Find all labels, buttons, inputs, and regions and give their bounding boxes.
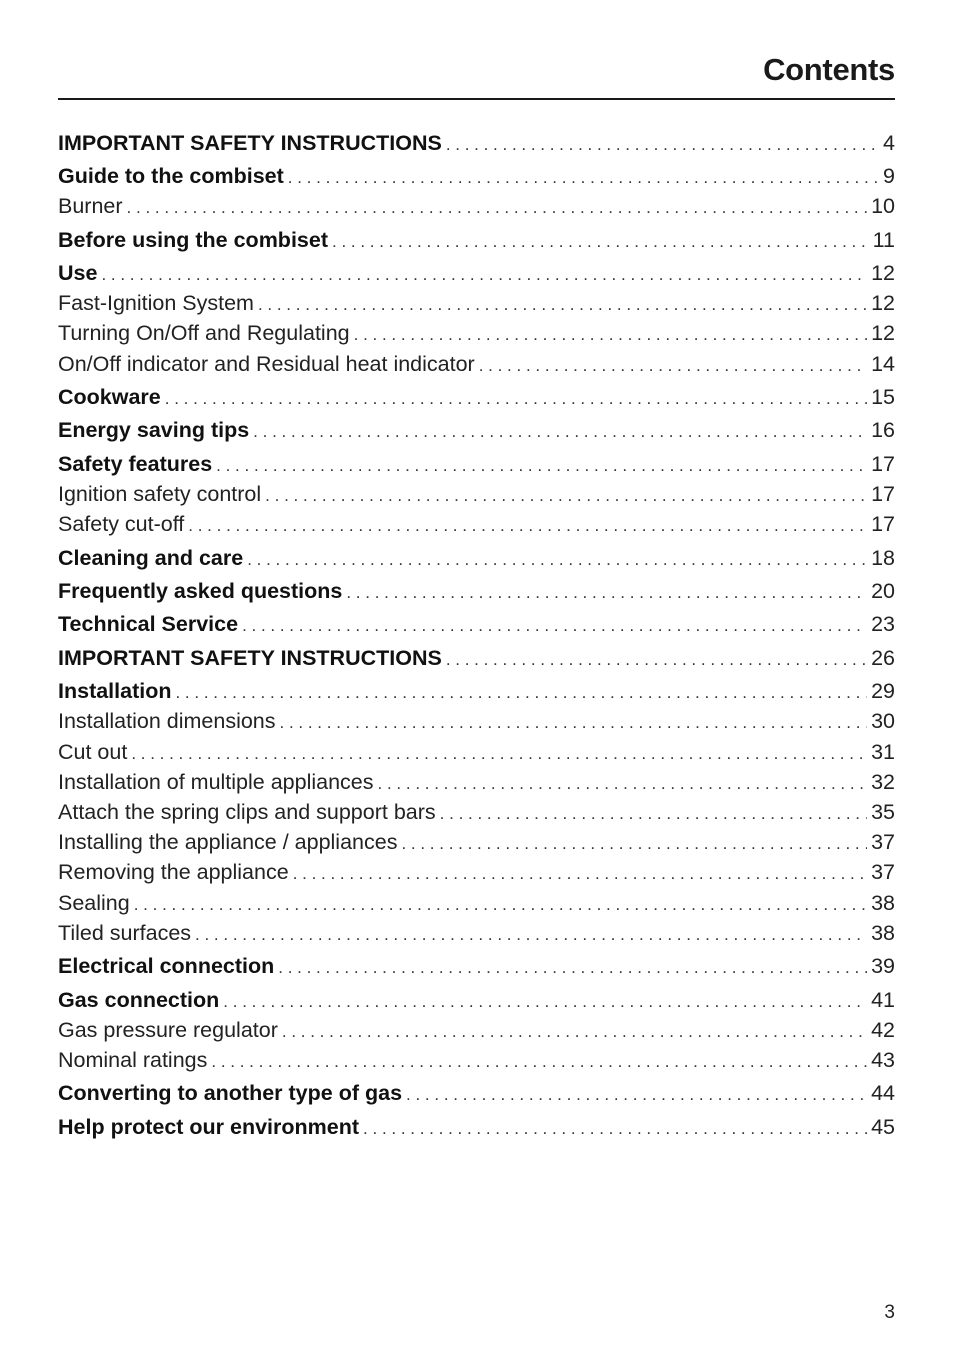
toc-entry-title: Fast-Ignition System (58, 291, 254, 315)
dot-leader (188, 511, 867, 539)
dot-leader (258, 290, 867, 318)
toc-entry[interactable] (58, 576, 895, 606)
toc-entry-page: 32 (871, 770, 895, 794)
toc-entry[interactable] (58, 857, 895, 887)
toc-entry[interactable] (58, 985, 895, 1015)
toc-entry-title: Help protect our environment (58, 1115, 360, 1139)
toc-entry[interactable] (58, 225, 895, 255)
toc-entry-title: Gas connection (58, 988, 220, 1012)
toc-entry-page: 38 (871, 921, 895, 945)
toc-entry-title: Sealing (58, 891, 130, 915)
dot-leader (278, 953, 867, 981)
dot-leader (354, 320, 867, 348)
dot-leader (280, 708, 868, 736)
toc-entry[interactable] (58, 951, 895, 981)
toc-entry-title: Technical Service (58, 612, 239, 636)
toc-entry-title: IMPORTANT SAFETY INSTRUCTIONS (58, 131, 442, 155)
page-number: 3 (884, 1302, 895, 1323)
toc-entry-page: 11 (872, 228, 895, 252)
toc-entry-page: 37 (871, 830, 895, 854)
dot-leader (165, 384, 867, 412)
toc-entry-title: Electrical connection (58, 954, 275, 978)
dot-leader (195, 920, 867, 948)
toc-entry-title: Converting to another type of gas (58, 1081, 403, 1105)
toc-entry-title: On/Off indicator and Residual heat indicator (58, 352, 475, 376)
toc-entry-title: Cut out (58, 740, 128, 764)
toc-entry-page: 31 (871, 740, 895, 764)
toc-entry-title: Installation of multiple appliances (58, 770, 374, 794)
dot-leader (446, 130, 879, 158)
toc-entry-title: Burner (58, 194, 123, 218)
dot-leader (101, 260, 867, 288)
toc-entry-title: Ignition safety control (58, 482, 262, 506)
toc-entry[interactable] (58, 767, 895, 797)
toc-entry-page: 17 (871, 512, 895, 536)
toc-entry[interactable] (58, 479, 895, 509)
dot-leader (346, 578, 867, 606)
toc-entry[interactable] (58, 676, 895, 706)
toc-entry-page: 29 (871, 679, 895, 703)
toc-entry-page: 45 (871, 1115, 895, 1139)
dot-leader (406, 1080, 867, 1108)
toc-entry[interactable] (58, 382, 895, 412)
dot-leader (247, 545, 867, 573)
toc-entry-title: IMPORTANT SAFETY INSTRUCTIONS (58, 646, 442, 670)
dot-leader (288, 163, 879, 191)
toc-entry-title: Installing the appliance / appliances (58, 830, 398, 854)
toc-entry-page: 30 (871, 709, 895, 733)
toc-entry-title: Removing the appliance (58, 860, 289, 884)
toc-entry[interactable] (58, 258, 895, 288)
toc-entry-page: 4 (883, 131, 895, 155)
toc-entry-page: 18 (871, 546, 895, 570)
toc-entry[interactable] (58, 827, 895, 857)
toc-entry-page: 12 (871, 321, 895, 345)
toc-entry-title: Installation (58, 679, 172, 703)
dot-leader (216, 451, 867, 479)
toc-entry-page: 15 (871, 385, 895, 409)
toc-entry-title: Safety cut-off (58, 512, 185, 536)
dot-leader (127, 193, 868, 221)
toc-entry-title: Safety features (58, 452, 213, 476)
toc-entry[interactable] (58, 543, 895, 573)
toc-entry-page: 16 (871, 418, 895, 442)
toc-entry[interactable] (58, 643, 895, 673)
dot-leader (401, 829, 867, 857)
toc-entry-page: 35 (871, 800, 895, 824)
toc-entry[interactable] (58, 888, 895, 918)
toc-entry-title: Frequently asked questions (58, 579, 343, 603)
dot-leader (131, 739, 867, 767)
toc-entry-page: 37 (871, 860, 895, 884)
toc-entry-page: 39 (871, 954, 895, 978)
toc-entry[interactable] (58, 191, 895, 221)
toc-entry-page: 38 (871, 891, 895, 915)
toc-entry[interactable] (58, 1045, 895, 1075)
title-divider (58, 98, 895, 100)
toc-entry-page: 12 (871, 291, 895, 315)
toc-entry-page: 14 (871, 352, 895, 376)
toc-entry-page: 17 (871, 452, 895, 476)
dot-leader (440, 799, 867, 827)
toc-entry[interactable] (58, 1078, 895, 1108)
toc-entry[interactable] (58, 161, 895, 191)
dot-leader (175, 678, 867, 706)
toc-entry-title: Energy saving tips (58, 418, 250, 442)
page-title: Contents (763, 52, 895, 87)
toc-entry[interactable] (58, 415, 895, 445)
toc-entry[interactable] (58, 1015, 895, 1045)
toc-entry-page: 12 (871, 261, 895, 285)
toc-entry-page: 26 (871, 646, 895, 670)
toc-entry-page: 17 (871, 482, 895, 506)
toc-entry-page: 10 (871, 194, 895, 218)
toc-entry-title: Before using the combiset (58, 228, 328, 252)
toc-entry[interactable] (58, 797, 895, 827)
dot-leader (282, 1017, 867, 1045)
toc-entry-title: Installation dimensions (58, 709, 276, 733)
toc-entry-page: 23 (871, 612, 895, 636)
toc-entry-page: 9 (883, 164, 895, 188)
toc-entry[interactable] (58, 318, 895, 348)
toc-entry[interactable] (58, 609, 895, 639)
dot-leader (378, 769, 868, 797)
toc-entry-title: Use (58, 261, 98, 285)
toc-entry-title: Turning On/Off and Regulating (58, 321, 350, 345)
toc-entry[interactable] (58, 737, 895, 767)
dot-leader (479, 351, 867, 379)
dot-leader (332, 227, 869, 255)
toc-entry[interactable] (58, 128, 895, 158)
toc-entry-title: Cleaning and care (58, 546, 244, 570)
dot-leader (211, 1047, 867, 1075)
dot-leader (223, 987, 867, 1015)
dot-leader (293, 859, 867, 887)
dot-leader (363, 1114, 867, 1142)
toc-entry-title: Tiled surfaces (58, 921, 192, 945)
toc-entry[interactable] (58, 706, 895, 736)
toc-entry-title: Nominal ratings (58, 1048, 208, 1072)
toc-entry[interactable] (58, 288, 895, 318)
toc-entry-title: Attach the spring clips and support bars (58, 800, 436, 824)
toc-entry-page: 41 (871, 988, 895, 1012)
toc-entry[interactable] (58, 1112, 895, 1142)
toc-entry[interactable] (58, 509, 895, 539)
toc-entry-page: 44 (871, 1081, 895, 1105)
toc-entry-page: 42 (871, 1018, 895, 1042)
toc-entry-page: 20 (871, 579, 895, 603)
dot-leader (265, 481, 867, 509)
dot-leader (253, 417, 867, 445)
dot-leader (242, 611, 867, 639)
toc-entry-title: Gas pressure regulator (58, 1018, 278, 1042)
toc-entry[interactable] (58, 449, 895, 479)
dot-leader (446, 645, 867, 673)
toc-entry-title: Guide to the combiset (58, 164, 284, 188)
toc-entry-page: 43 (871, 1048, 895, 1072)
toc-entry[interactable] (58, 918, 895, 948)
toc-entry-title: Cookware (58, 385, 161, 409)
toc-entry[interactable] (58, 349, 895, 379)
dot-leader (134, 890, 867, 918)
